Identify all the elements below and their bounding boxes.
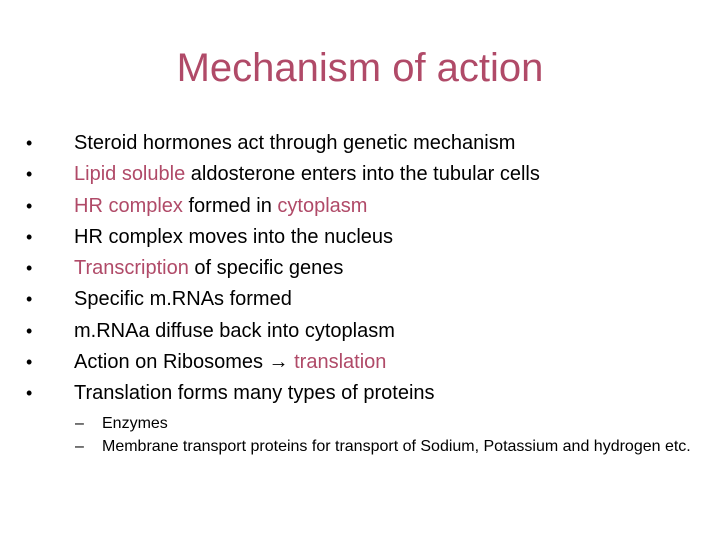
bullet-item <box>20 284 715 315</box>
bullet-dot-icon: • <box>26 133 33 153</box>
highlighted-term: translation <box>294 351 387 374</box>
text-run: Action on Ribosomes → <box>74 351 295 374</box>
bullet-text <box>74 191 367 222</box>
dash-icon: – <box>75 415 84 432</box>
text-run: HR complex moves into the nucleus <box>74 225 394 248</box>
sub-bullet-list <box>75 413 715 459</box>
text-run: formed in <box>182 194 278 217</box>
bullet-dot-icon: • <box>26 226 33 247</box>
bullet-item <box>20 222 715 253</box>
bullet-text <box>74 222 393 253</box>
bullet-item <box>20 128 715 159</box>
sub-bullet-item <box>75 413 715 435</box>
bullet-dot-icon: • <box>26 289 33 310</box>
bullet-item <box>20 159 715 190</box>
bullet-list <box>20 128 715 410</box>
text-run: aldosterone enters into the tubular cells <box>185 163 540 186</box>
highlighted-term: Lipid soluble <box>74 163 186 186</box>
bullet-text <box>74 159 540 190</box>
sub-bullet-text: Membrane transport proteins for transport of Sodium, Potassium and hydrogen etc. <box>102 438 691 455</box>
highlighted-term: HR complex <box>74 194 183 217</box>
text-run: m.RNAa diffuse back into cytoplasm <box>74 319 395 342</box>
sub-bullet-item <box>75 436 715 458</box>
bullet-text <box>74 378 435 409</box>
highlighted-term: Transcription <box>74 257 189 280</box>
bullet-text <box>74 253 343 284</box>
slide-title: Mechanism of action <box>176 46 544 90</box>
bullet-item <box>20 316 715 347</box>
text-run: Specific m.RNAs formed <box>74 288 292 311</box>
bullet-dot-icon: • <box>26 195 33 216</box>
bullet-dot-icon: • <box>26 258 33 279</box>
bullet-item <box>20 253 715 284</box>
bullet-text <box>74 128 515 159</box>
bullet-item <box>20 191 715 222</box>
bullet-item <box>20 347 715 378</box>
bullet-dot-icon: • <box>26 352 33 373</box>
bullet-text <box>74 347 386 378</box>
text-run: Translation forms many types of proteins <box>74 382 435 405</box>
bullet-text <box>74 316 395 347</box>
bullet-item <box>20 378 715 409</box>
text-run: of specific genes <box>188 257 344 280</box>
dash-icon: – <box>75 438 84 455</box>
highlighted-term: cytoplasm <box>277 194 368 217</box>
bullet-dot-icon: • <box>26 383 33 404</box>
bullet-dot-icon: • <box>26 164 33 185</box>
bullet-text <box>74 284 292 315</box>
text-run: Steroid hormones act through genetic mechanism <box>74 132 516 154</box>
sub-bullet-text: Enzymes <box>102 415 168 432</box>
bullet-dot-icon: • <box>26 320 33 341</box>
